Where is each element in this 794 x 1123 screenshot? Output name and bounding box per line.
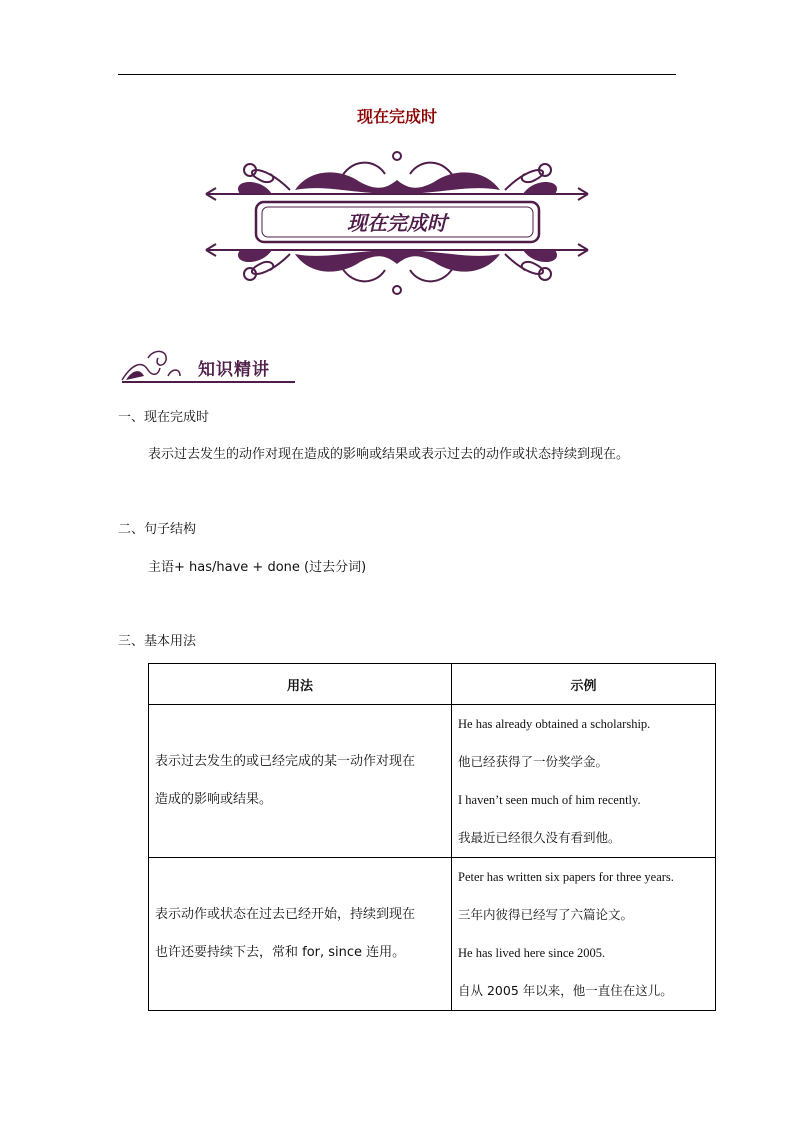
example-zh: 他已经获得了一份奖学金。 bbox=[458, 754, 609, 769]
document-title: 现在完成时 bbox=[356, 107, 437, 126]
usage-cell bbox=[149, 705, 452, 858]
table-row bbox=[149, 858, 716, 1011]
table-row bbox=[149, 705, 716, 858]
usage-line: 表示动作或状态在过去已经开始，持续到现在 bbox=[155, 907, 416, 922]
example-en: I haven’t seen much of him recently. bbox=[458, 793, 641, 807]
usage-table bbox=[148, 663, 716, 1011]
example-en: He has lived here since 2005. bbox=[458, 946, 606, 960]
heading-2: 二、句子结构 bbox=[118, 522, 197, 537]
table-header-row bbox=[149, 664, 716, 705]
example-zh: 三年内彼得已经写了六篇论文。 bbox=[458, 907, 634, 922]
heading-1: 一、现在完成时 bbox=[118, 410, 210, 425]
usage-line: 造成的影响或结果。 bbox=[155, 792, 273, 807]
example-cell bbox=[452, 858, 716, 1011]
usage-cell bbox=[149, 858, 452, 1011]
section-underline bbox=[122, 381, 295, 383]
example-zh: 自从 2005 年以来，他一直住在这儿。 bbox=[458, 983, 673, 998]
title-banner bbox=[200, 150, 595, 298]
table-header-example: 示例 bbox=[452, 664, 716, 705]
paragraph-1: 表示过去发生的动作对现在造成的影响或结果或表示过去的动作或状态持续到现在。 bbox=[148, 447, 630, 462]
table-header-usage: 用法 bbox=[149, 664, 452, 705]
example-zh: 我最近已经很久没有看到他。 bbox=[458, 830, 621, 845]
usage-line: 表示过去发生的或已经完成的某一动作对现在 bbox=[155, 754, 416, 769]
header-rule bbox=[118, 74, 676, 75]
paragraph-2: 主语+ has/have + done (过去分词) bbox=[148, 560, 367, 575]
flourish-icon bbox=[118, 346, 188, 384]
section-heading bbox=[118, 346, 298, 386]
example-cell bbox=[452, 705, 716, 858]
example-en: He has already obtained a scholarship. bbox=[458, 717, 651, 731]
usage-line: 也许还要持续下去，常和 for, since 连用。 bbox=[155, 945, 406, 960]
section-title: 知识精讲 bbox=[198, 360, 270, 380]
example-en: Peter has written six papers for three years. bbox=[458, 870, 674, 884]
heading-3: 三、基本用法 bbox=[118, 634, 197, 649]
banner-text: 现在完成时 bbox=[347, 211, 447, 235]
